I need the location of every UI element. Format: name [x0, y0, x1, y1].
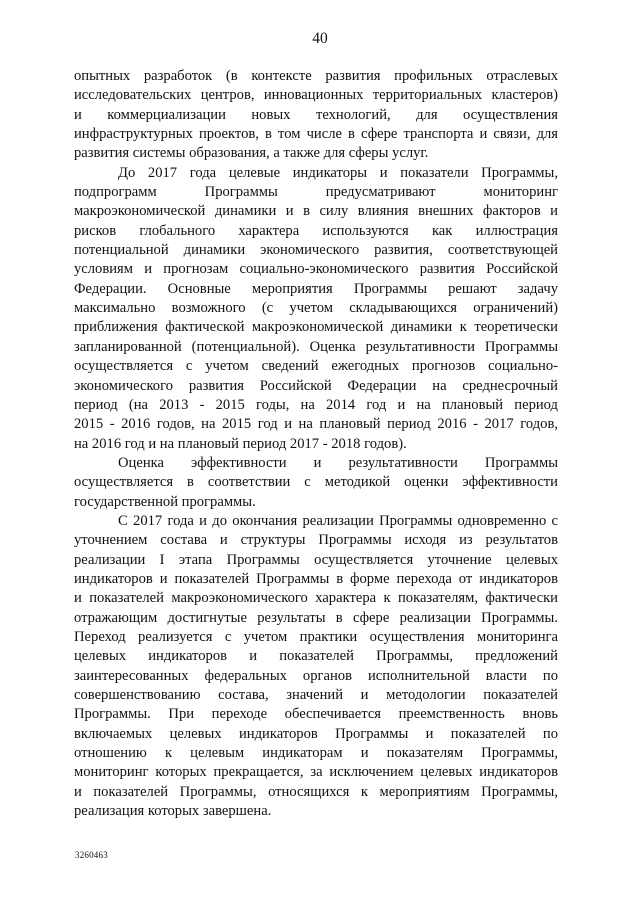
text-line: отражающим достигнутые результаты в сфере реализации Программы.	[74, 609, 558, 626]
text-line: подпрограмм Программы предусматривают мониторинг	[74, 184, 558, 201]
text-line: опытных разработок (в контексте развития профильных отраслевых	[74, 68, 558, 84]
text-line: реализации I этапа Программы осуществляется уточнение целевых	[74, 551, 558, 568]
text-line: совершенствованию состава, значений и методологии показателей	[74, 687, 558, 703]
text-line: и коммерциализации новых технологий, для осуществления	[74, 106, 558, 123]
text-line: макроэкономической динамики и в силу влияния внешних факторов и	[74, 203, 558, 220]
text-line: целевых индикаторов и показателей Программы, предложений	[74, 648, 558, 665]
text-line: развития системы образования, а также для сферы услуг.	[74, 145, 429, 162]
text-line: государственной программы.	[74, 493, 256, 510]
paragraph	[74, 512, 558, 822]
paragraph	[74, 67, 558, 164]
document-id: 3260463	[75, 850, 108, 860]
text-line: Программы. При переходе обеспечивается преемственность вновь	[74, 706, 558, 723]
text-line: исследовательских центров, инновационных территориальных кластеров)	[74, 87, 558, 104]
text-line: потенциальной динамики экономического развития, соответствующей	[74, 242, 558, 259]
text-line: мониторинг которых прекращается, за исключением целевых индикаторов	[74, 764, 558, 781]
text-line: До 2017 года целевые индикаторы и показатели Программы,	[118, 164, 558, 181]
text-line: на 2016 год и на плановый период 2017 - 2018 годов).	[74, 435, 407, 452]
text-line: Оценка эффективности и результативности Программы	[118, 454, 558, 471]
text-line: период (на 2013 - 2015 годы, на 2014 год и на плановый период	[74, 396, 558, 413]
text-line: и показателей макроэкономического характера к показателям, фактически	[74, 590, 558, 607]
text-line: экономического развития Российской Федерации на среднесрочный	[74, 377, 558, 394]
text-line: инфраструктурных проектов, в том числе в сфере транспорта и связи, для	[74, 126, 558, 143]
page-number: 40	[312, 30, 328, 47]
text-line: приближения фактической макроэкономической динамики к теоретически	[74, 319, 558, 336]
text-line: осуществляется с учетом сведений ежегодных прогнозов социально-	[74, 358, 558, 375]
text-line: отношению к целевым индикаторам и показателям Программы,	[74, 745, 558, 762]
document-body	[74, 67, 558, 821]
text-line: запланированной (потенциальной). Оценка результативности Программы	[74, 338, 558, 355]
text-line: рисков глобального характера используются как иллюстрация	[74, 222, 558, 239]
text-line: реализация которых завершена.	[74, 803, 272, 820]
text-line: и показателей Программы, относящихся к мероприятиям Программы,	[74, 783, 558, 800]
text-line: максимально возможного (с учетом складывающихся ограничений)	[74, 300, 558, 317]
text-line: Переход реализуется с учетом практики осуществления мониторинга	[74, 628, 558, 645]
text-line: включаемых целевых индикаторов Программы и показателей по	[74, 725, 558, 742]
text-line: осуществляется в соответствии с методикой оценки эффективности	[74, 474, 558, 491]
paragraph	[74, 164, 558, 454]
text-line: Федерации. Основные мероприятия Программы решают задачу	[74, 280, 558, 297]
text-line: индикаторов и показателей Программы в форме перехода от индикаторов	[74, 570, 558, 587]
text-line: 2015 - 2016 годов, на 2015 год и на плановый период 2016 - 2017 годов,	[74, 416, 558, 433]
paragraph	[74, 454, 558, 512]
text-line: заинтересованных федеральных органов исполнительной власти по	[74, 667, 558, 684]
text-line: уточнением состава и структуры Программы исходя из результатов	[74, 532, 558, 549]
text-line: С 2017 года и до окончания реализации Программы одновременно с	[118, 512, 558, 529]
text-line: условиям и прогнозам социально-экономического развития Российской	[74, 261, 558, 278]
